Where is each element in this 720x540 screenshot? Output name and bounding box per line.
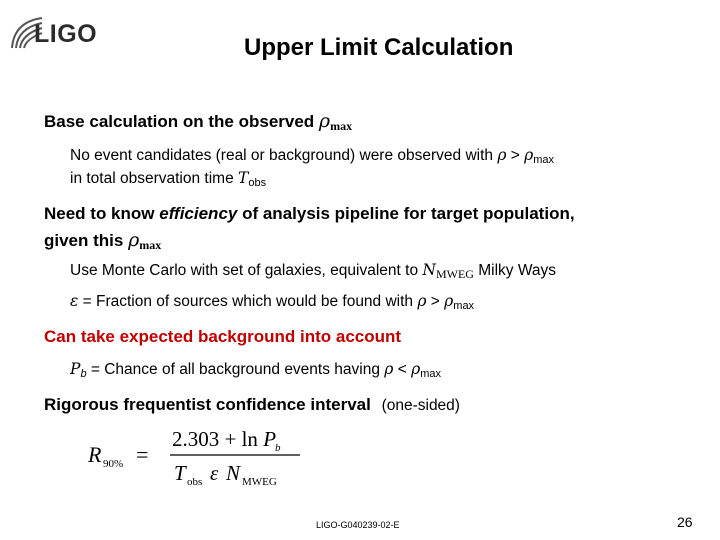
subbullet-text: Milky Ways [473,262,557,279]
lt-symbol: < [393,361,412,378]
subbullet-text: No event candidates (real or background) were observed with [70,147,498,164]
n-symbol: N [422,261,436,279]
subbullet-observation-time [70,169,266,189]
epsilon-symbol: ε [70,292,79,310]
rho-symbol: ρ [417,292,427,310]
bullet-text: Base calculation on the observed [44,112,319,131]
subbullet-monte-carlo [70,261,556,282]
subbullet-text: Use Monte Carlo with set of galaxies, equivalent to [70,262,423,279]
ligo-logo [8,12,108,52]
gt-symbol: > [426,293,445,310]
bullet-text: of analysis pipeline for target population, [237,204,575,223]
bullet-text: given this [44,231,129,250]
bullet-frequentist [44,395,460,415]
max-subscript: max [453,300,475,312]
formula-epsilon: ε [210,461,219,485]
formula-n: N [226,461,241,485]
formula-r-subscript: 90% [103,458,124,470]
obs-subscript: obs [248,177,267,189]
t-symbol: T [238,169,249,187]
b-subscript: b [80,368,87,380]
gt-symbol: > [506,147,525,164]
subbullet-epsilon-fraction [70,292,474,312]
max-subscript: max [420,368,441,380]
subbullet-pb-chance [70,360,441,380]
subbullet-text: in total observation time [70,170,239,187]
formula-n-subscript: MWEG [242,476,277,488]
one-sided-note: (one-sided) [381,397,460,414]
bullet-base-calculation [44,110,352,134]
bullet-text: Need to know [44,204,160,223]
efficiency-emphasis: efficiency [159,204,238,223]
document-id: LIGO-G040239-02-E [316,520,400,530]
rho-symbol: ρ [411,360,421,378]
slide-title: Upper Limit Calculation [244,34,514,61]
formula-pb-subscript: b [275,442,281,454]
bullet-efficiency-line1 [44,204,575,224]
subbullet-text: = Chance of all background events having [86,361,385,378]
rho-symbol: ρ [384,360,394,378]
max-subscript: max [330,119,353,133]
subbullet-text: = Fraction of sources which would be found with [78,293,418,310]
max-subscript: max [533,154,555,166]
rho-symbol: ρ [524,146,534,164]
rho-symbol: ρ [128,229,140,251]
logo-text: LIGO [34,20,98,48]
formula-t: T [174,461,186,485]
rho-symbol: ρ [318,110,331,132]
formula-numerator: 2.303 + ln P [172,427,277,451]
p-symbol: P [70,360,81,378]
bullet-background: Can take expected background into account [44,327,402,346]
page-number: 26 [677,514,693,530]
mweg-subscript: MWEG [435,267,474,281]
rho-symbol: ρ [444,292,454,310]
formula-t-subscript: obs [187,476,203,488]
bullet-text: Rigorous frequentist confidence interval [44,395,371,414]
bullet-efficiency-line2 [44,229,161,253]
formula-equals: = [136,442,149,467]
formula-r: R [88,442,102,467]
max-subscript: max [139,238,162,252]
rho-symbol: ρ [497,146,507,164]
subbullet-no-candidates [70,146,554,166]
upper-limit-formula [86,422,306,490]
